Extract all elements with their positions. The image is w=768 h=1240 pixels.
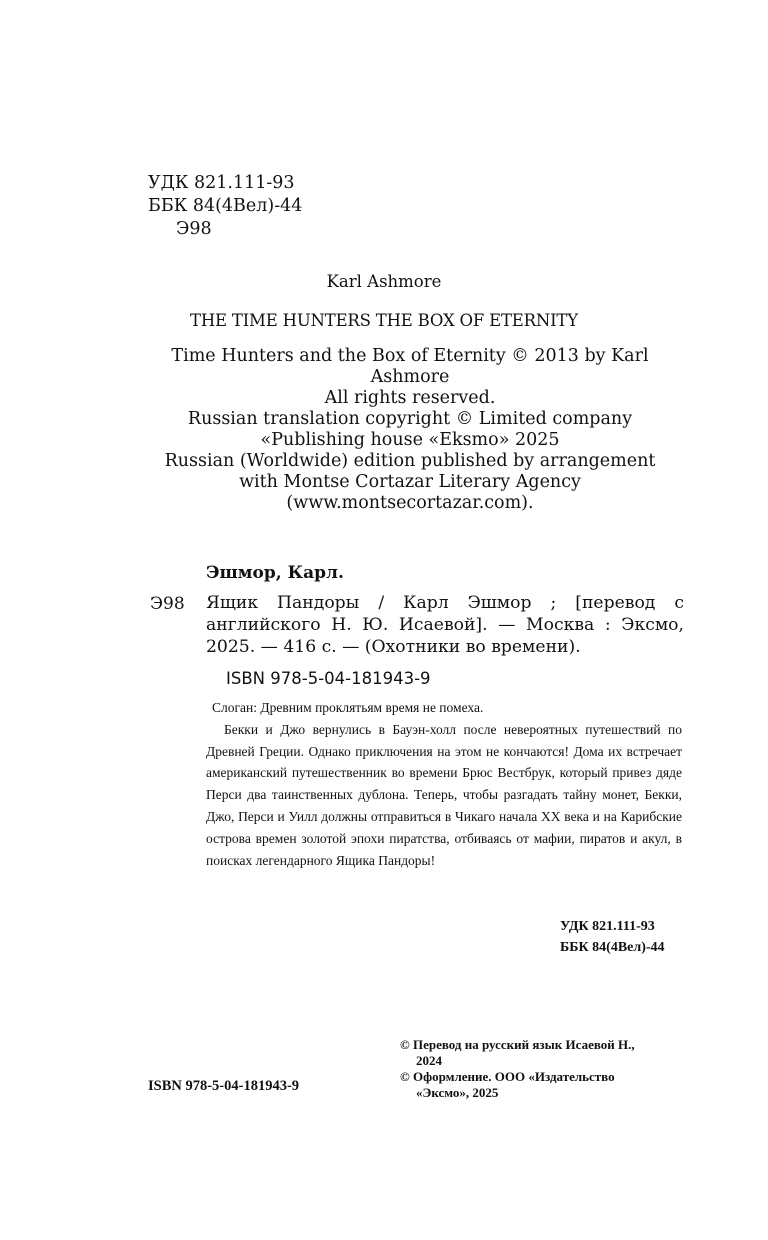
- translation-copyright: © Перевод на русский язык Исаевой Н.,: [400, 1037, 635, 1052]
- copyright-block: [400, 1037, 635, 1101]
- author-mark: Э98: [176, 219, 212, 239]
- rights-line: with Montse Cortazar Literary Agency: [239, 472, 581, 492]
- footer-isbn: ISBN 978-5-04-181943-9: [148, 1078, 300, 1094]
- rights-line: «Publishing house «Eksmo» 2025: [260, 430, 560, 450]
- bibliography-entry: [206, 592, 684, 658]
- footer-bbk: ББК 84(4Вел)-44: [560, 940, 665, 955]
- bibliography-text: Ящик Пандоры / Карл Эшмор ; [перевод с английского Н. Ю. Исаевой]. — Москва : Эксмо, 2025. — 416 с. — (Охотники во времени).: [206, 593, 684, 657]
- rights-line: All rights reserved.: [324, 388, 496, 408]
- translation-copyright-year: 2024: [416, 1053, 442, 1068]
- design-copyright: © Оформление. ООО «Издательство: [400, 1069, 615, 1084]
- bibliography-author: Эшмор, Карл.: [206, 563, 344, 583]
- rights-notice: [140, 346, 680, 514]
- bbk-code: ББК 84(4Вел)-44: [148, 196, 303, 216]
- bibliography-isbn: ISBN 978-5-04-181943-9: [226, 669, 431, 688]
- rights-line: (www.montsecortazar.com).: [286, 493, 534, 513]
- original-author: Karl Ashmore: [326, 272, 442, 291]
- bibliography-mark: Э98: [150, 594, 185, 614]
- footer-classification: [560, 916, 665, 958]
- annotation-body: Бекки и Джо вернулись в Бауэн-холл после невероятных путешествий по Древней Греции. Однако приключения на этом не кончаются! Дома их встречает американский путешественник во времени Брюс Вестбрук, который привез дяде Перси два таинственных дублона. Теперь, чтобы разгадать тайну монет, Бекки, Джо, Перси и Уилл должны отправиться в Чикаго начала XX века и на Карибские острова времен золотой эпохи пиратства, отбиваясь от мафии, пиратов и акул, в поисках легендарного Ящика Пандоры!: [206, 721, 682, 868]
- rights-line: Russian (Worldwide) edition published by arrangement: [164, 451, 656, 471]
- annotation-slogan: Слоган: Древним проклятьям время не помеха.: [212, 700, 484, 715]
- original-title: THE TIME HUNTERS THE BOX OF ETERNITY: [190, 311, 578, 330]
- design-copyright-cont: «Эксмо», 2025: [416, 1085, 499, 1100]
- footer-udk: УДК 821.111-93: [560, 919, 655, 934]
- rights-line: Russian translation copyright © Limited company: [187, 409, 633, 429]
- rights-line: Time Hunters and the Box of Eternity © 2013 by Karl: [171, 346, 649, 366]
- classification-block: [148, 172, 302, 241]
- annotation: [206, 697, 682, 871]
- rights-line: Ashmore: [370, 367, 450, 387]
- udk-code: УДК 821.111-93: [148, 173, 295, 193]
